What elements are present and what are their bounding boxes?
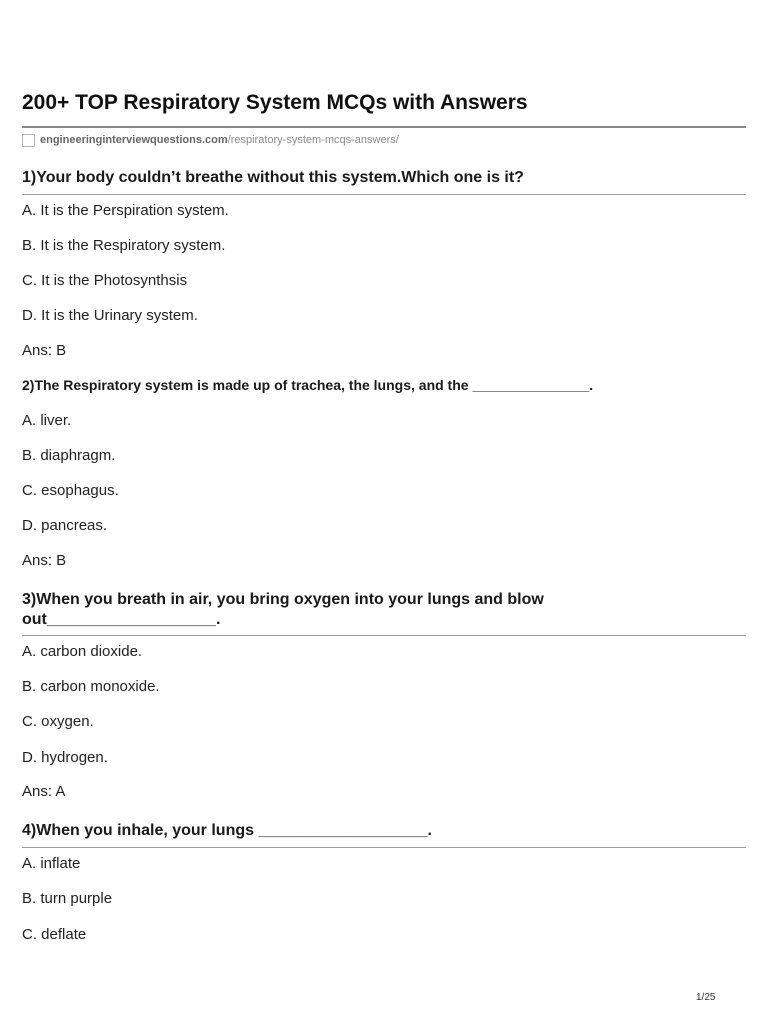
question-4-option-a: A. inflate <box>22 855 81 872</box>
question-2-answer: Ans: B <box>22 552 67 569</box>
question-4-divider <box>22 847 746 848</box>
question-1-option-a: A. It is the Perspiration system. <box>22 202 229 219</box>
question-1-option-d: D. It is the Urinary system. <box>22 307 198 324</box>
question-3-option-c: C. oxygen. <box>22 713 94 730</box>
question-1-option-c: C. It is the Photosynthsis <box>22 272 188 289</box>
question-3-heading-line-1: 3)When you breath in air, you bring oxygen into your lungs and blow <box>22 591 544 608</box>
title-divider <box>22 126 746 128</box>
question-1-heading: 1)Your body couldn’t breathe without this system.Which one is it? <box>22 169 524 186</box>
question-4-option-c: C. deflate <box>22 926 87 943</box>
question-2-heading: 2)The Respiratory system is made up of trachea, the lungs, and the _______________. <box>22 377 594 393</box>
page-number: 1/25 <box>696 992 716 1003</box>
question-3-option-d: D. hydrogen. <box>22 749 108 766</box>
question-4-option-b: B. turn purple <box>22 890 113 907</box>
question-3-heading-line-2: out___________________. <box>22 611 221 628</box>
source-link[interactable] <box>22 132 399 148</box>
link-icon <box>22 134 35 147</box>
question-3-option-a: A. carbon dioxide. <box>22 643 143 660</box>
page-title: 200+ TOP Respiratory System MCQs with Answers <box>22 91 528 114</box>
question-4-heading: 4)When you inhale, your lungs ___________________. <box>22 822 432 839</box>
source-domain[interactable]: engineeringinterviewquestions.com <box>40 134 228 146</box>
question-2-option-d: D. pancreas. <box>22 517 108 534</box>
question-2-option-c: C. esophagus. <box>22 482 119 499</box>
question-3-option-b: B. carbon monoxide. <box>22 678 160 695</box>
question-2-option-b: B. diaphragm. <box>22 447 116 464</box>
question-2-option-a: A. liver. <box>22 412 72 429</box>
question-1-answer: Ans: B <box>22 342 67 359</box>
question-1-divider <box>22 194 746 195</box>
question-3-answer: Ans: A <box>22 783 66 800</box>
source-path[interactable]: /respiratory-system-mcqs-answers/ <box>227 134 399 146</box>
question-3-divider <box>22 635 746 636</box>
question-1-option-b: B. It is the Respiratory system. <box>22 237 226 254</box>
